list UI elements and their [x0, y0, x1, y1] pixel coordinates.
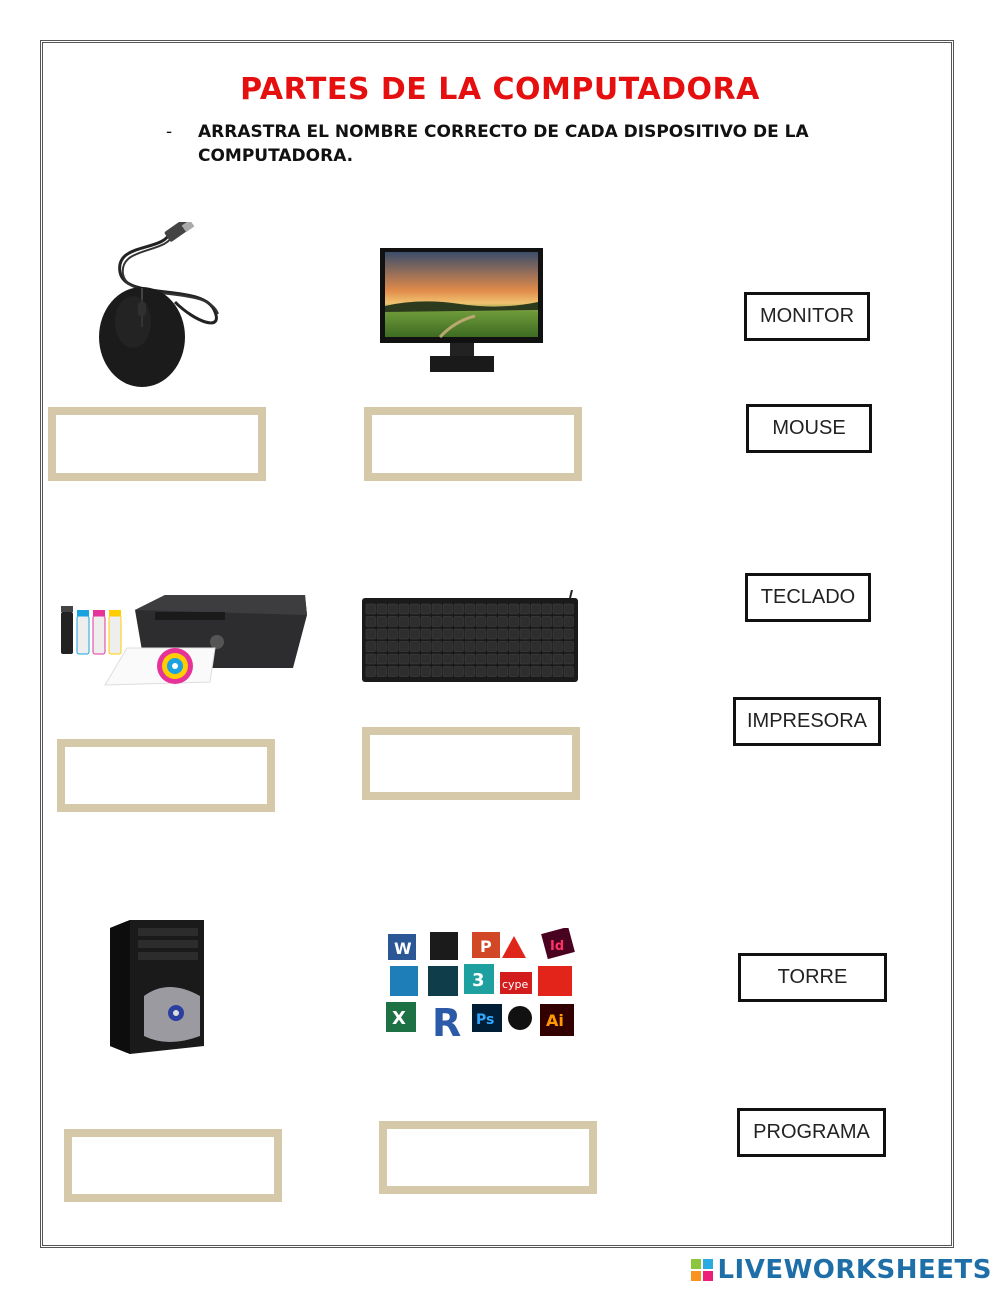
svg-text:R: R — [432, 1001, 462, 1042]
drop-zone-software[interactable] — [379, 1121, 597, 1194]
label-impresora[interactable]: IMPRESORA — [733, 697, 881, 746]
svg-text:X: X — [392, 1008, 406, 1029]
svg-text:Ps: Ps — [476, 1012, 495, 1028]
instruction-text: ARRASTRA EL NOMBRE CORRECTO DE CADA DISPOSITIVO DE LA COMPUTADORA. — [198, 122, 809, 166]
drop-zone-tower[interactable] — [64, 1129, 282, 1202]
liveworksheets-logo-icon — [691, 1259, 713, 1281]
svg-text:3: 3 — [472, 970, 485, 991]
label-torre[interactable]: TORRE — [738, 953, 887, 1002]
instruction-bullet: - — [166, 122, 173, 142]
svg-text:P: P — [480, 937, 492, 956]
label-monitor[interactable]: MONITOR — [744, 292, 870, 341]
drop-zone-printer[interactable] — [57, 739, 275, 812]
svg-text:Ai: Ai — [546, 1011, 564, 1030]
drop-zone-mouse[interactable] — [48, 407, 266, 481]
svg-text:Id: Id — [550, 939, 565, 954]
drop-zone-keyboard[interactable] — [362, 727, 580, 800]
brand-text: LIVEWORKSHEETS — [717, 1255, 992, 1285]
label-mouse[interactable]: MOUSE — [746, 404, 872, 453]
monitor-image — [380, 246, 545, 376]
label-programa[interactable]: PROGRAMA — [737, 1108, 886, 1157]
instruction — [166, 120, 886, 168]
mouse-image — [95, 222, 245, 397]
label-teclado[interactable]: TECLADO — [745, 573, 871, 622]
svg-text:W: W — [394, 939, 412, 958]
tower-image — [108, 918, 206, 1058]
footer-brand — [691, 1255, 992, 1285]
svg-text:cype: cype — [502, 978, 529, 991]
drop-zone-monitor[interactable] — [364, 407, 582, 481]
software-logos-image — [384, 928, 580, 1042]
keyboard-image — [360, 590, 580, 685]
page-title: PARTES DE LA COMPUTADORA — [240, 72, 760, 107]
printer-image — [55, 590, 311, 690]
